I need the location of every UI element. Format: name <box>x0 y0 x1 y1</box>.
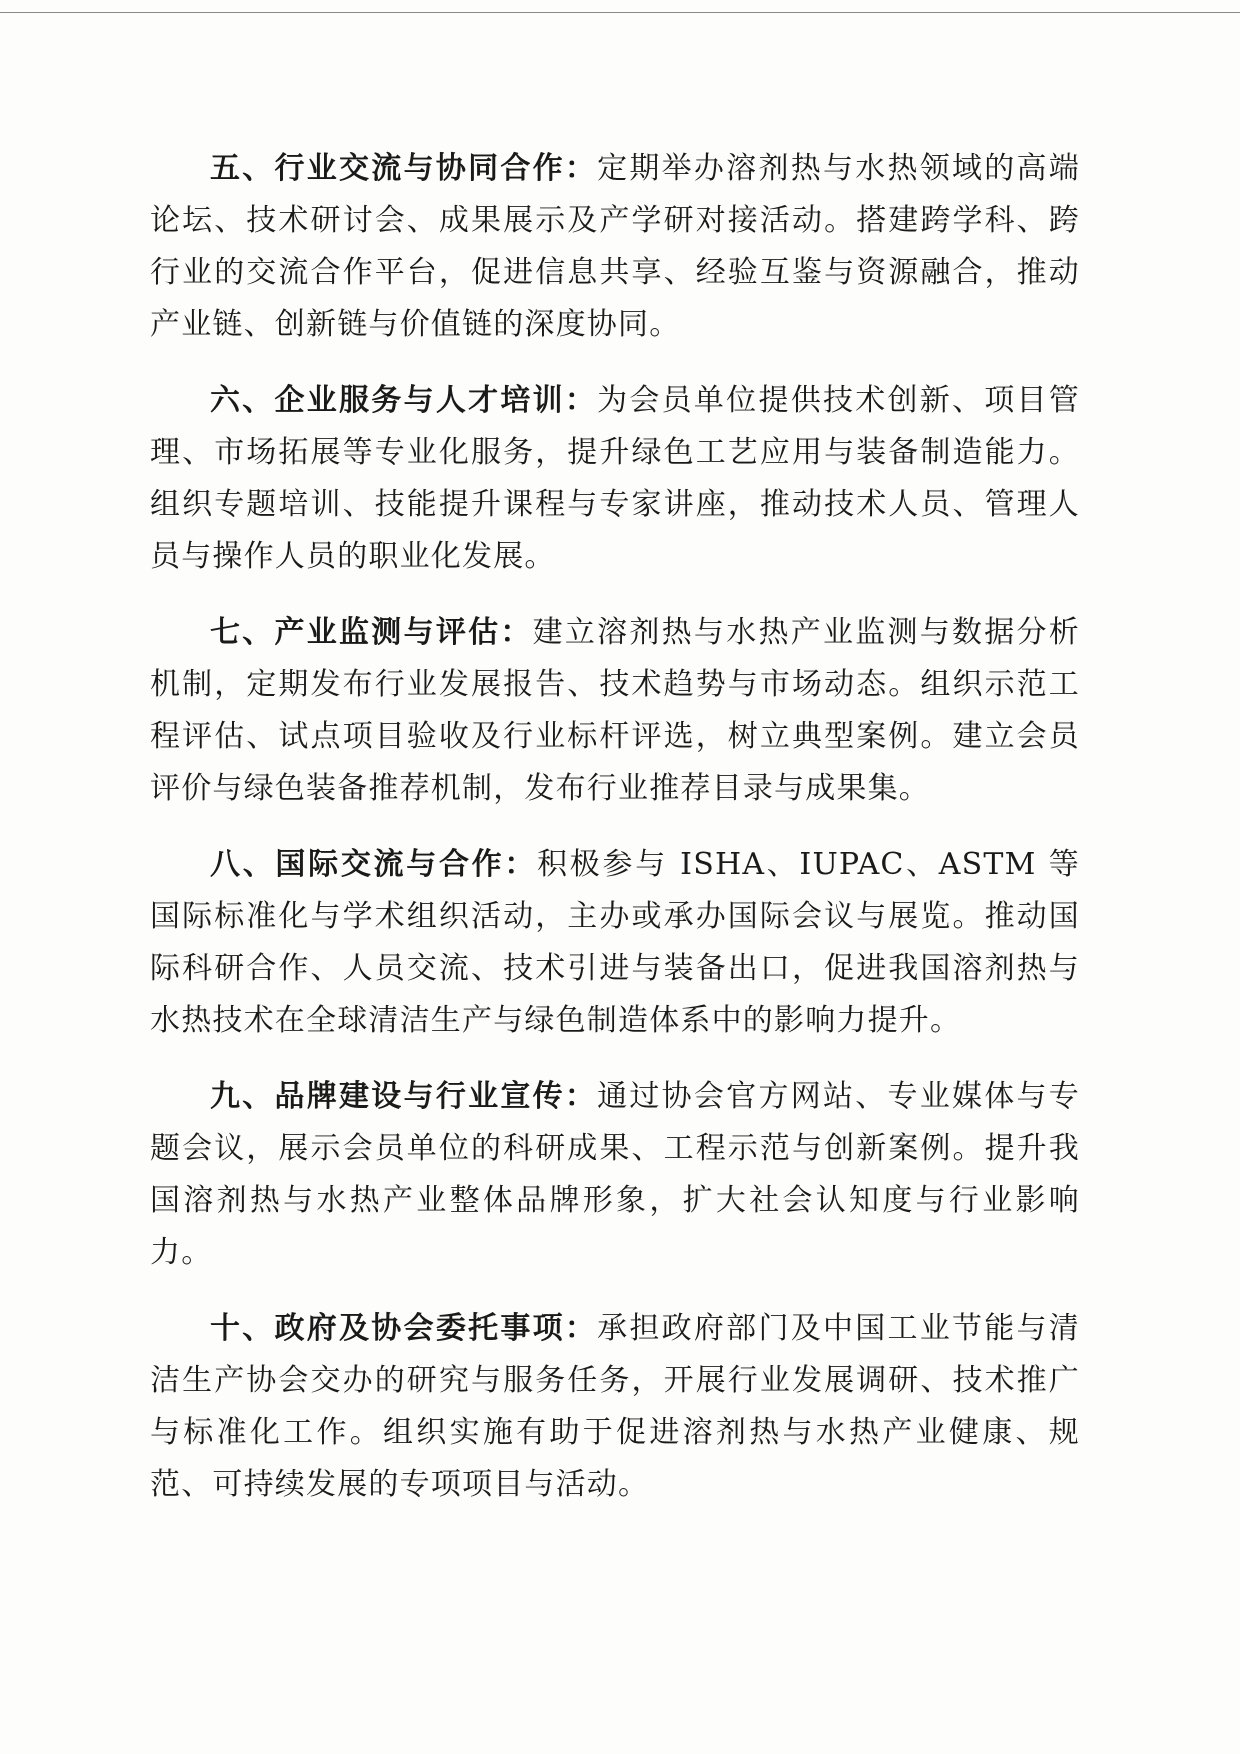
paragraph-heading: 九、品牌建设与行业宣传： <box>210 1079 598 1114</box>
paragraph-text: 定期举办溶剂热与水热领域的高端论坛、技术研讨会、成果展示及产学研对接活动。搭建跨学科、跨行业的交流合作平台，促进信息共享、经验互鉴与资源融合，推动产业链、创新链与价值链的深度协同。 <box>150 151 1080 342</box>
paragraph-heading: 七、产业监测与评估： <box>210 615 533 650</box>
paragraph-heading: 十、政府及协会委托事项： <box>210 1311 598 1346</box>
paragraph-text: 为会员单位提供技术创新、项目管理、市场拓展等专业化服务，提升绿色工艺应用与装备制造能力。组织专题培训、技能提升课程与专家讲座，推动技术人员、管理人员与操作人员的职业化发展。 <box>150 383 1080 574</box>
paragraph-heading: 八、国际交流与合作： <box>210 847 538 882</box>
paragraph-text: 承担政府部门及中国工业节能与清洁生产协会交办的研究与服务任务，开展行业发展调研、技术推广与标准化工作。组织实施有助于促进溶剂热与水热产业健康、规范、可持续发展的专项项目与活动。 <box>150 1311 1080 1502</box>
paragraph-heading: 五、行业交流与协同合作： <box>210 151 598 186</box>
paragraph-text: 积极参与 ISHA、IUPAC、ASTM 等国际标准化与学术组织活动，主办或承办国际会议与展览。推动国际科研合作、人员交流、技术引进与装备出口，促进我国溶剂热与水热技术在全球清洁生产与绿色制造体系中的影响力提升。 <box>150 847 1080 1038</box>
paragraph-brand-building <box>150 1071 1080 1279</box>
paragraph-industry-exchange <box>150 143 1080 351</box>
paragraph-text: 建立溶剂热与水热产业监测与数据分析机制，定期发布行业发展报告、技术趋势与市场动态。组织示范工程评估、试点项目验收及行业标杆评选，树立典型案例。建立会员评价与绿色装备推荐机制，发布行业推荐目录与成果集。 <box>150 615 1081 806</box>
paragraph-international-cooperation <box>150 839 1080 1047</box>
top-border-line <box>0 12 1240 13</box>
paragraph-text: 通过协会官方网站、专业媒体与专题会议，展示会员单位的科研成果、工程示范与创新案例。提升我国溶剂热与水热产业整体品牌形象，扩大社会认知度与行业影响力。 <box>150 1079 1080 1270</box>
paragraph-heading: 六、企业服务与人才培训： <box>210 383 598 418</box>
document-body <box>150 143 1080 1511</box>
paragraph-government-entrusted <box>150 1303 1080 1511</box>
paragraph-enterprise-services <box>150 375 1080 583</box>
paragraph-industry-monitoring <box>150 607 1080 815</box>
